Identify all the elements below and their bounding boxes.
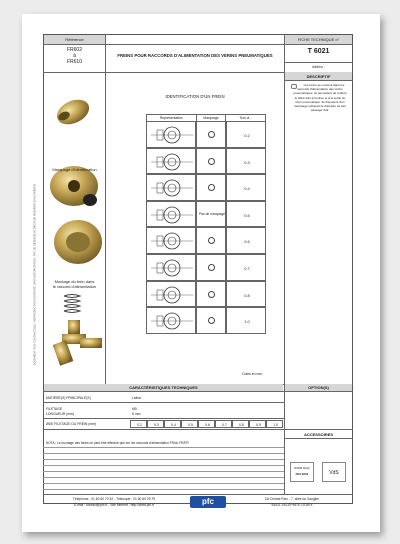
trou-value: 0.7 [244, 266, 250, 271]
orifice-value: 0.9 [256, 422, 261, 427]
ruled-line [43, 465, 284, 466]
marquage-symbol-icon [208, 237, 215, 244]
marquage-symbol-icon [208, 184, 215, 191]
ruled-line [43, 489, 284, 490]
trou-value: 0.3 [244, 159, 250, 165]
iso-label: ISO 9001 [295, 472, 309, 476]
orifice-value: 0.7 [222, 422, 227, 427]
trou-value: 1.0 [244, 319, 250, 325]
marquage-symbol-icon [208, 291, 215, 298]
id-row [146, 148, 266, 175]
trou-value: 0.6 [244, 239, 250, 245]
spec-label-3: LONGUEUR (mm) [46, 412, 75, 416]
frein-section-icon [147, 255, 197, 281]
options-title: OPTION(S) [308, 385, 329, 390]
frein-section-icon [147, 282, 197, 308]
ruled-line [43, 453, 284, 454]
marquage-symbol-icon [208, 317, 215, 324]
accessoires-title: ACCESSOIRES [303, 432, 334, 437]
representation-cell [146, 148, 196, 175]
frein-section-icon [147, 149, 197, 175]
orifice-cell [147, 420, 164, 428]
marquage-symbol-icon [208, 264, 215, 271]
montage-caption-line1: Montage du frein dans [54, 279, 95, 284]
marquage-cell [196, 227, 226, 254]
orifice-cell [130, 420, 147, 428]
descriptif-text: Les freins se montent dans les raccords d'alimentation des vérins pneumatiques. Ils permettent de réduire le débit d'air à l'entrée et à la sortie du vérin pneumatique. Ils disposent d'un marquage indiquant le diamètre de leur passage d'air. [293, 83, 347, 113]
orifice-cell [249, 420, 266, 428]
descriptif-title: DESCRIPTIF [306, 74, 331, 79]
frein-photo-2 [50, 166, 98, 206]
id-row [146, 254, 266, 281]
page-title: FREINS POUR RACCORDS D'ALIMENTATION DES VÉRINS PNEUMATIQUES [117, 53, 273, 58]
orifice-cell [181, 420, 198, 428]
marquage-cell [196, 254, 226, 281]
orifice-cell [266, 420, 283, 428]
orifice-value: 1.0 [273, 422, 278, 427]
trou-cell [226, 148, 266, 175]
id-row [146, 201, 266, 228]
ruled-line [43, 477, 284, 478]
trou-cell [226, 201, 266, 228]
col-trou: Trou ø... [226, 115, 266, 122]
nota: NOTA : Le montage des freins ne peut être effectué que sur les raccords d'alimentation FR/ou FR/FR [46, 441, 189, 445]
frein-section-icon [147, 228, 197, 254]
representation-cell [146, 174, 196, 201]
orifice-value: 0.6 [205, 422, 210, 427]
representation-cell [146, 121, 196, 148]
marquage-cell [196, 121, 226, 148]
footer-address2: 93421 VILLEPINTE CEDEX [271, 503, 313, 507]
vds-label: VdS [329, 470, 339, 476]
trou-cell [226, 227, 266, 254]
representation-cell [146, 307, 196, 334]
orifice-cell [198, 420, 215, 428]
orifice-value: 0.2 [137, 422, 142, 427]
id-row [146, 227, 266, 254]
ruled-line [43, 459, 284, 460]
ref-line1: FR602 [66, 47, 82, 53]
frein-section-icon [147, 175, 197, 201]
trou-cell [226, 174, 266, 201]
spec-value-3: 8 mm [132, 412, 141, 416]
orifice-cell [215, 420, 232, 428]
reference-label: Référence [65, 37, 84, 42]
spec-label-1: MATIÈRE(S) PRINCIPALE(S) [46, 396, 91, 400]
orifice-cell [232, 420, 249, 428]
orifice-value: 0.8 [239, 422, 244, 427]
col-representation: Représentation [147, 115, 197, 122]
trou-value: 0.4 [244, 186, 250, 192]
caracteristiques-title: CARACTÉRISTIQUES TECHNIQUES [129, 385, 198, 390]
orifice-value: 0.5 [188, 422, 193, 427]
marquage-symbol-icon [208, 131, 215, 138]
technical-sheet [22, 14, 380, 532]
trou-value: 0.5 [244, 212, 250, 218]
ref-line3: FR610 [66, 59, 82, 65]
spec-label-2: FILETAGE [46, 407, 63, 411]
pfc-logo: pfc [190, 496, 226, 508]
orifice-value: 0.3 [154, 422, 159, 427]
frein-photo-1 [53, 95, 93, 129]
marquage-caption: Marquage d'identification [52, 167, 97, 172]
cotes-note: Cotes en mm [242, 372, 263, 376]
spec-value-2: M5 [132, 407, 137, 411]
col-marquage: Marquage [196, 115, 226, 122]
raccord-photo [53, 320, 102, 366]
footer-tel: Téléphone : 01 60 60 70 52 - Télécopie : 01 60 60 29 79 [72, 497, 156, 501]
footer-email: E-mail : contact@pfc.fr - Site internet : http://www.pfc.fr [73, 503, 155, 507]
marquage-cell [196, 281, 226, 308]
montage-caption-line2: le raccord d'alimentation [52, 284, 97, 289]
spring-photo [64, 295, 80, 313]
marquage-symbol-icon [208, 158, 215, 165]
ruled-line [43, 471, 284, 472]
marquage-cell [196, 148, 226, 175]
trou-cell [226, 281, 266, 308]
frein-section-icon [147, 122, 197, 148]
orifice-cell [164, 420, 181, 428]
trou-cell [226, 121, 266, 148]
edition-label: édition : [312, 65, 325, 69]
trou-value: 0.2 [244, 133, 250, 138]
id-row [146, 307, 266, 334]
spec-value-1: Laiton [132, 396, 142, 400]
marquage-cell [196, 307, 226, 334]
vertical-note: DOCUMENT NON CONTRACTUEL - REPRODUCTION INTERDITE SANS AUTORISATION - PFC SE RÉSERVE LE DROIT DE MODIFIER SANS PRÉAVIS [33, 183, 37, 366]
representation-cell [146, 201, 196, 228]
product-photos [46, 76, 104, 366]
trou-cell [226, 254, 266, 281]
orifice-value: 0.4 [171, 422, 176, 427]
frein-section-icon [147, 308, 197, 334]
id-row [146, 121, 266, 148]
trou-cell [226, 307, 266, 334]
ruled-line [43, 483, 284, 484]
trou-value: 0.8 [244, 292, 250, 298]
ref-line2: à [73, 53, 76, 59]
frein-section-icon [147, 202, 197, 228]
frein-photo-3 [54, 220, 102, 264]
representation-cell [146, 227, 196, 254]
orifice-label: ØDE FILETAGE DU FREIN (mm) [46, 422, 97, 426]
fiche-label: FICHE TECHNIQUE n° [297, 37, 340, 42]
iso-small: NORM AFAQ [294, 467, 310, 470]
fiche-number: T 6021 [307, 48, 330, 55]
marquage-text: Pas de marquage [198, 211, 226, 216]
ruled-line [43, 447, 284, 448]
representation-cell [146, 281, 196, 308]
id-row [146, 174, 266, 201]
marquage-cell [196, 201, 226, 228]
id-row [146, 281, 266, 308]
representation-cell [146, 254, 196, 281]
footer-address1: ZA Central Parc - 7, allée du Sanglier [264, 497, 320, 501]
marquage-cell [196, 174, 226, 201]
identification-title: IDENTIFICATION D'UN FREIN [165, 94, 225, 99]
